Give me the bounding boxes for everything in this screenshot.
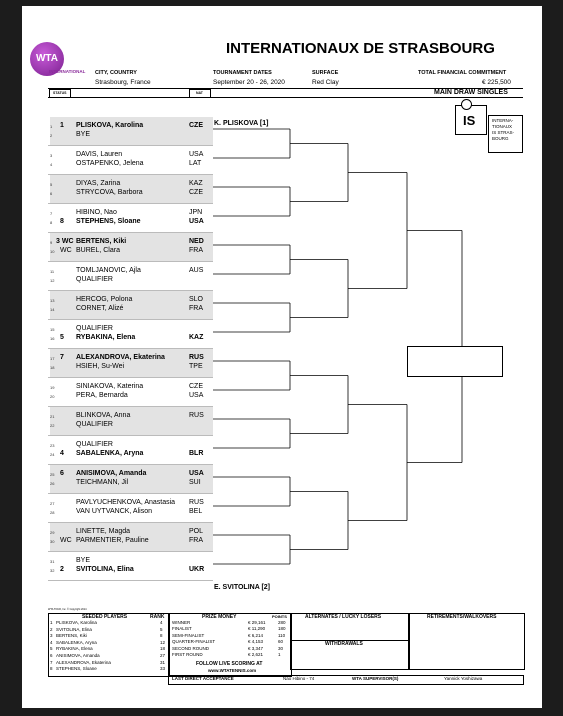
prize-money: € 29,161	[248, 620, 266, 625]
draw-position: 11	[50, 269, 55, 274]
draw-position: 31	[50, 559, 55, 564]
seed-rank: 12	[160, 639, 166, 645]
draw-position: 3	[50, 153, 53, 158]
player-name: QUALIFIER	[76, 421, 113, 428]
prize-points: 110	[278, 632, 286, 638]
draw-position: 24	[50, 452, 55, 457]
player-name: STRYCOVA, Barbora	[76, 189, 143, 196]
seed-number: 2	[50, 626, 53, 632]
seed-status: 8	[60, 218, 64, 225]
seed-number: 1	[50, 620, 53, 625]
prize-round: FINALIST	[172, 626, 192, 632]
draw-position: 15	[50, 327, 55, 332]
last-direct-value: Nao Hibino - 74	[283, 676, 315, 681]
player-name: BERTENS, Kiki	[76, 238, 127, 245]
player-name: OSTAPENKO, Jelena	[76, 160, 144, 167]
seed-rank: 8	[160, 633, 163, 639]
seed-status: WC	[60, 537, 72, 544]
last-direct-label: LAST DIRECT ACCEPTANCE	[172, 676, 234, 681]
draw-position: 14	[50, 307, 55, 312]
player-nationality: BLR	[189, 450, 204, 457]
player-nationality: USA	[189, 470, 204, 477]
draw-position: 8	[50, 220, 53, 225]
draw-position: 19	[50, 385, 55, 390]
player-nationality: KAZ	[189, 180, 203, 187]
player-name: STEPHENS, Sloane	[76, 218, 141, 225]
r1-winner-top: K. PLISKOVA [1]	[214, 120, 269, 127]
draw-position: 20	[50, 394, 55, 399]
player-nationality: CZE	[189, 189, 203, 196]
player-name: LINETTE, Magda	[76, 528, 131, 535]
seed-status: WC	[60, 247, 72, 254]
prize-round: SEMI-FINALIST	[172, 632, 205, 638]
prize-money: € 2,621	[248, 652, 264, 657]
player-name: QUALIFIER	[76, 325, 113, 332]
player-nationality: LAT	[189, 160, 202, 167]
prize-points: 1	[278, 652, 281, 657]
draw-position: 9	[50, 240, 53, 245]
player-name: PERA, Bernarda	[76, 392, 128, 399]
retirements-header: RETIREMENTS/WALKOVERS	[427, 614, 497, 620]
player-nationality: AUS	[189, 267, 204, 274]
player-name: SINIAKOVA, Katerina	[76, 383, 144, 390]
seed-number: 7	[50, 659, 53, 665]
points-header: POINTS	[272, 614, 287, 619]
seed-number: 3	[50, 633, 53, 639]
player-nationality: FRA	[189, 247, 203, 254]
player-name: QUALIFIER	[76, 441, 113, 448]
prize-points: 30	[278, 645, 284, 651]
seed-status: 3 WC	[56, 238, 74, 245]
player-nationality: FRA	[189, 537, 203, 544]
seed-name: SVITOLINA, Elina	[56, 626, 92, 632]
draw-position: 17	[50, 356, 55, 361]
tournament-title: INTERNATIONAUX DE STRASBOURG	[226, 40, 495, 57]
player-nationality: BEL	[189, 508, 203, 515]
prize-round: WINNER	[172, 620, 191, 625]
is-logo-text-box: INTERNA- TIONAUX IS STRAS- BOURG	[488, 115, 523, 153]
player-name: PARMENTIER, Pauline	[76, 537, 149, 544]
player-name: QUALIFIER	[76, 276, 113, 283]
player-nationality: USA	[189, 151, 204, 158]
wta-international-label: INTERNATIONAL	[49, 69, 86, 74]
r1-winner-bottom: E. SVITOLINA [2]	[214, 584, 271, 591]
prize-points: 60	[278, 639, 284, 645]
main-draw-label: MAIN DRAW SINGLES	[434, 89, 508, 96]
status-column-header: STATUS	[49, 89, 71, 98]
seed-number: 6	[50, 653, 53, 658]
dates-value: September 20 - 26, 2020	[213, 79, 285, 86]
prize-money: € 4,153	[248, 639, 264, 645]
player-name: SVITOLINA, Elina	[76, 566, 134, 573]
draw-position: 7	[50, 211, 53, 216]
website-text: www.WTATENNIS.com	[208, 668, 257, 673]
dates-label: TOURNAMENT DATES	[213, 70, 272, 76]
prize-round: SECOND ROUND	[172, 645, 210, 651]
player-name: RYBAKINA, Elena	[76, 334, 136, 341]
seed-status: 2	[60, 566, 64, 573]
draw-position: 22	[50, 423, 55, 428]
alternates-header: ALTERNATES / LUCKY LOSERS	[305, 614, 382, 620]
player-name: PLISKOVA, Karolina	[76, 122, 144, 129]
seed-name: RYBAKINA, Elena	[56, 646, 93, 652]
draw-position: 5	[50, 182, 53, 187]
player-name: BYE	[76, 131, 91, 138]
player-name: BLINKOVA, Anna	[76, 412, 131, 419]
player-name: BUREL, Clara	[76, 247, 120, 254]
draw-position: 12	[50, 278, 55, 283]
player-nationality: USA	[189, 218, 204, 225]
seed-name: SABALENKA, Aryna	[56, 639, 97, 645]
seed-status: 6	[60, 470, 64, 477]
withdrawals-header: WITHDRAWALS	[325, 641, 363, 647]
prize-money: € 3,347	[248, 645, 264, 651]
seed-name: STEPHENS, Sloane	[56, 666, 97, 672]
draw-position: 21	[50, 414, 55, 419]
nat-column-header: NAT	[189, 89, 211, 98]
seed-rank: 33	[160, 666, 166, 672]
supervisor-value: Yannick Yoshizawa	[444, 676, 483, 681]
player-nationality: USA	[189, 392, 204, 399]
player-nationality: POL	[189, 528, 204, 535]
rank-header: RANK	[150, 614, 165, 620]
draw-position: 28	[50, 510, 55, 515]
player-nationality: SUI	[189, 479, 201, 486]
draw-position: 27	[50, 501, 55, 506]
surface-value: Red Clay	[312, 79, 339, 86]
fine-print: WTA TOUR, Inc. © Copyright 2014	[48, 608, 87, 611]
prize-round: FIRST ROUND	[172, 652, 203, 657]
player-name: HERCOG, Polona	[76, 296, 133, 303]
player-nationality: JPN	[189, 209, 203, 216]
player-nationality: RUS	[189, 412, 204, 419]
prize-money: € 11,290	[248, 626, 266, 632]
draw-position: 4	[50, 162, 53, 167]
draw-position: 29	[50, 530, 55, 535]
seed-name: ALEXANDROVA, Ekaterina	[56, 659, 111, 665]
player-name: HIBINO, Nao	[76, 209, 117, 216]
prize-header: PRIZE MONEY	[202, 614, 237, 620]
city-value: Strasbourg, France	[95, 79, 151, 86]
prize-money: € 6,214	[248, 632, 264, 638]
player-name: HSIEH, Su-Wei	[76, 363, 125, 370]
draw-position: 10	[50, 249, 55, 254]
draw-position: 18	[50, 365, 55, 370]
prize-round: QUARTER-FINALIST	[172, 639, 216, 645]
draw-position: 6	[50, 191, 53, 196]
draw-position: 26	[50, 481, 55, 486]
player-name: CORNET, Alizé	[76, 305, 124, 312]
player-nationality: CZE	[189, 122, 203, 129]
commitment-value: € 225,500	[482, 79, 511, 86]
player-nationality: FRA	[189, 305, 203, 312]
player-nationality: RUS	[189, 354, 204, 361]
player-nationality: RUS	[189, 499, 204, 506]
player-name: DIYAS, Zarina	[76, 180, 121, 187]
draw-position: 32	[50, 568, 55, 573]
player-name: SABALENKA, Aryna	[76, 450, 144, 457]
seed-rank: 31	[160, 659, 166, 665]
surface-label: SURFACE	[312, 70, 339, 76]
seed-number: 8	[50, 666, 53, 672]
player-name: ANISIMOVA, Amanda	[76, 470, 147, 477]
draw-position: 13	[50, 298, 55, 303]
seed-rank: 27	[160, 653, 166, 658]
player-name: ALEXANDROVA, Ekaterina	[76, 354, 165, 361]
seed-rank: 5	[160, 626, 163, 632]
player-name: DAVIS, Lauren	[76, 151, 123, 158]
player-nationality: KAZ	[189, 334, 204, 341]
player-nationality: NED	[189, 238, 204, 245]
player-nationality: UKR	[189, 566, 205, 573]
seed-number: 4	[50, 639, 53, 645]
follow-live-text: FOLLOW LIVE SCORING AT	[196, 661, 263, 667]
draw-position: 1	[50, 124, 53, 129]
player-name: VAN UYTVANCK, Alison	[76, 508, 152, 515]
player-name: TEICHMANN, Jil	[76, 479, 129, 486]
player-nationality: SLO	[189, 296, 204, 303]
player-nationality: TPE	[189, 363, 203, 370]
retirements-table	[408, 613, 525, 670]
player-name: PAVLYUCHENKOVA, Anastasia	[76, 499, 176, 506]
seed-status: 5	[60, 334, 64, 341]
player-name: TOMLJANOVIC, Ajla	[76, 267, 141, 274]
is-logo: IS	[455, 105, 487, 135]
champion-box	[407, 346, 503, 377]
draw-position: 25	[50, 472, 55, 477]
draw-position: 30	[50, 539, 55, 544]
prize-points: 280	[278, 620, 286, 625]
commitment-label: TOTAL FINANCIAL COMMITMENT	[418, 70, 507, 76]
player-nationality: CZE	[189, 383, 203, 390]
player-name: BYE	[76, 557, 91, 564]
seed-name: ANISIMOVA, Amanda	[56, 653, 100, 658]
draw-position: 16	[50, 336, 55, 341]
draw-position: 2	[50, 133, 53, 138]
supervisor-label: WTA SUPERVISOR(S)	[352, 676, 399, 681]
seed-status: 7	[60, 354, 64, 361]
wta-logo: WTA	[30, 42, 64, 76]
seed-status: 4	[60, 450, 64, 457]
seed-status: 1	[60, 122, 64, 129]
city-label: CITY, COUNTRY	[95, 70, 137, 76]
seed-name: BERTENS, Kiki	[56, 633, 87, 639]
seed-number: 5	[50, 646, 53, 652]
seed-name: PLISKOVA, Karolina	[56, 620, 97, 625]
prize-points: 180	[278, 626, 286, 632]
draw-position: 23	[50, 443, 55, 448]
seed-rank: 18	[160, 646, 166, 652]
seed-rank: 4	[160, 620, 163, 625]
seeded-header: SEEDED PLAYERS	[82, 614, 128, 620]
